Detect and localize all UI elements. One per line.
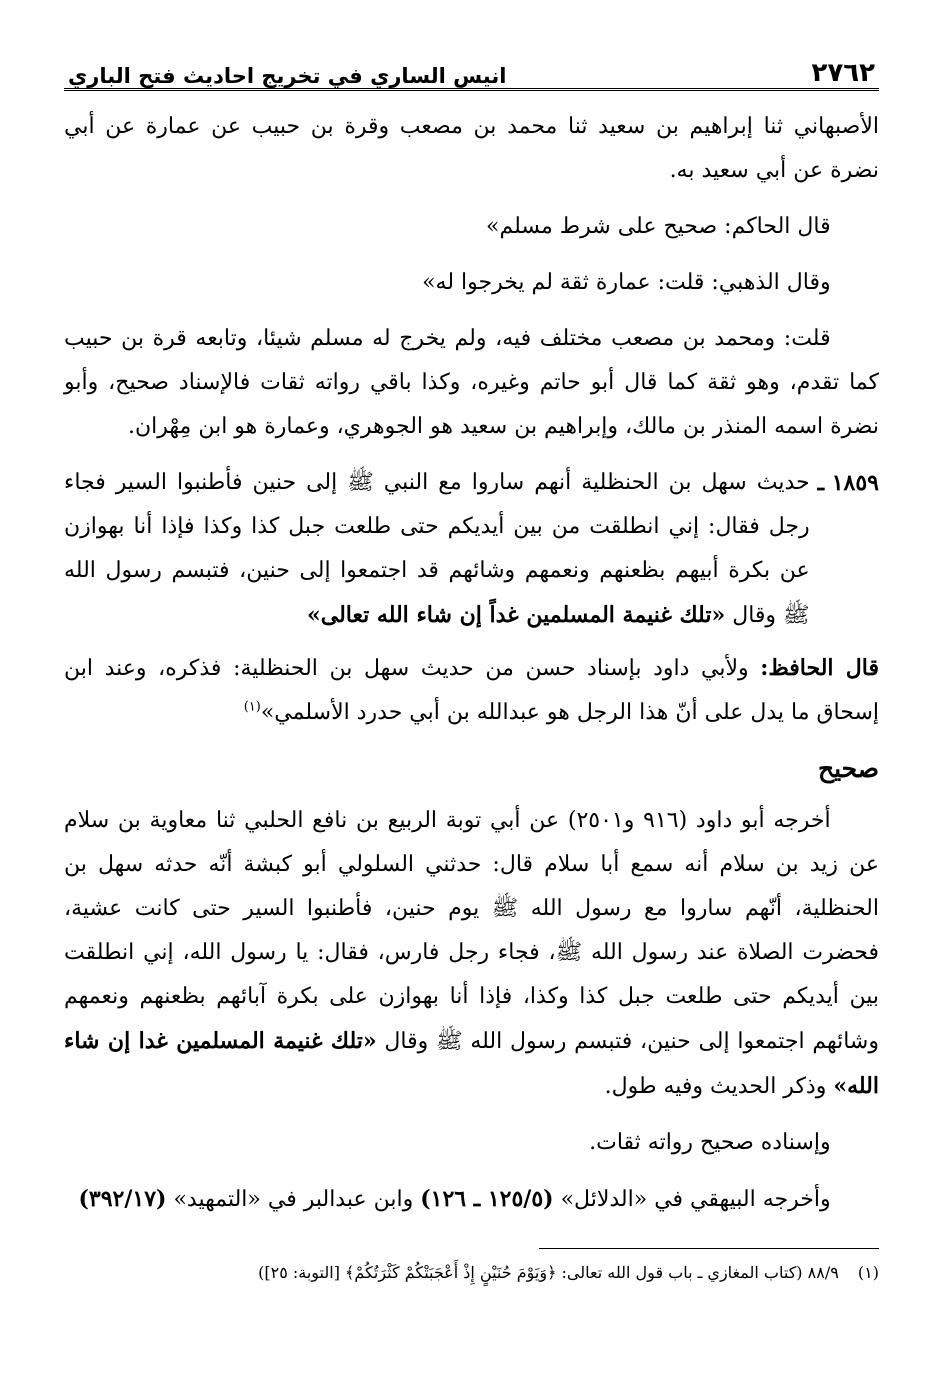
footnote-separator [64, 1248, 879, 1249]
hadith-entry [64, 461, 879, 638]
paragraph-isnad-judgement: وإسناده صحيح رواته ثقات. [589, 1130, 831, 1155]
page-header [64, 40, 879, 91]
paragraph-hafiz [64, 646, 879, 735]
paragraph-hakim: قال الحاكم: صحيح على شرط مسلم» [486, 214, 831, 239]
page-body [64, 105, 879, 1222]
ibn-abdilbarr: وابن عبدالبر في «التمهيد» [173, 1187, 414, 1212]
footnote-text: ٨٨/٩ (كتاب المغازي ـ باب قول الله تعالى: ﴿وَيَوْمَ حُنَيْنٍ إِذْ أَعْجَبَتْكُمْ كَثْرَتُكُمْ﴾ [التوبة: ٢٥]) [258, 1263, 839, 1282]
paragraph-takhrij [64, 799, 879, 1109]
paragraph-isnad-continuation: الأصبهاني ثنا إبراهيم بن سعيد ثنا محمد بن مصعب وقرة بن حبيب عن عمارة عن أبي نضرة عن أبي سعيد به. [64, 114, 879, 183]
book-title: انيس الساري في تخريج احاديث فتح الباري [68, 64, 507, 88]
tamhid-ref: (٣٩٢/١٧) [78, 1186, 167, 1212]
paragraph-author-comment: قلت: ومحمد بن مصعب مختلف فيه، ولم يخرج له مسلم شيئا، وتابعه قرة بن حبيب كما تقدم، وهو ثقة كما قال أبو حاتم وغيره، وكذا باقي رواته ثقات فالإسناد صحيح، وأبو نضرة اسمه المنذر بن مالك، وإبراهيم بن سعيد هو الجوهري، وعمارة هو ابن مِهْران. [64, 326, 879, 439]
bayhaqi-start: وأخرجه البيهقي في «الدلائل» [560, 1187, 831, 1212]
footnote-marker: (١) [857, 1263, 879, 1282]
hafiz-text: ولأبي داود بإسناد حسن من حديث سهل بن الحنظلية: فذكره، وعند ابن إسحاق ما يدل على أنّ هذا الرجل هو عبدالله بن أبي حدرد الأسلمي» [64, 656, 879, 725]
footnote-rule [539, 1248, 879, 1249]
paragraph-bayhaqi [64, 1177, 879, 1222]
hafiz-label: قال الحافظ: [760, 655, 880, 681]
section-title: صحيح [817, 754, 879, 783]
document-page [64, 40, 879, 1360]
footnote [64, 1259, 879, 1287]
footnote-ref: (١) [243, 699, 261, 715]
takhrij-text: أخرجه أبو داود (٩١٦ و٢٥٠١) عن أبي توبة الربيع بن نافع الحلبي ثنا معاوية بن سلام عن زيد بن سلام أنه سمع أبا سلام قال: حدثني السلولي أبو كبشة أنّه حدثه سهل بن الحنظلية، أنّهم ساروا مع رسول الله ﷺ يوم حنين، فأطنبوا السير حتى كانت عشية، فحضرت الصلاة عند رسول الله ﷺ، فجاء رجل فارس، فقال: يا رسول الله، إني انطلقت بين أيديكم حتى طلعت جبل كذا وكذا، فإذا أنا بهوازن على بكرة آبائهم بظعنهم ونعمهم وشائهم اجتمعوا إلى حنين، فتبسم رسول الله ﷺ وقال [64, 808, 879, 1054]
page-number: ٢٧٦٢ [811, 58, 875, 88]
hadith-quote: «تلك غنيمة المسلمين غداً إن شاء الله تعالى» [307, 602, 726, 628]
hadith-body: حديث سهل بن الحنظلية أنهم ساروا مع النبي ﷺ إلى حنين فأطنبوا السير فجاء رجل فقال: إني انطلقت من بين أيديكم حتى طلعت جبل كذا وكذا فإذا أنا بهوازن عن بكرة أبيهم بظعنهم ونعمهم وشائهم قد اجتمعوا إلى حنين، فتبسم رسول الله ﷺ وقال [64, 470, 810, 628]
bayhaqi-ref: (١٢٥/٥ ـ ١٢٦) [420, 1186, 554, 1212]
takhrij-quote: «تلك غنيمة المسلمين غدا إن شاء الله» [64, 1028, 879, 1099]
takhrij-tail: وذكر الحديث وفيه طول. [604, 1074, 827, 1099]
paragraph-dhahabi: وقال الذهبي: قلت: عمارة ثقة لم يخرجوا له» [422, 270, 831, 295]
hadith-text [64, 461, 810, 638]
hadith-number: ١٨٥٩ ـ [817, 470, 879, 496]
